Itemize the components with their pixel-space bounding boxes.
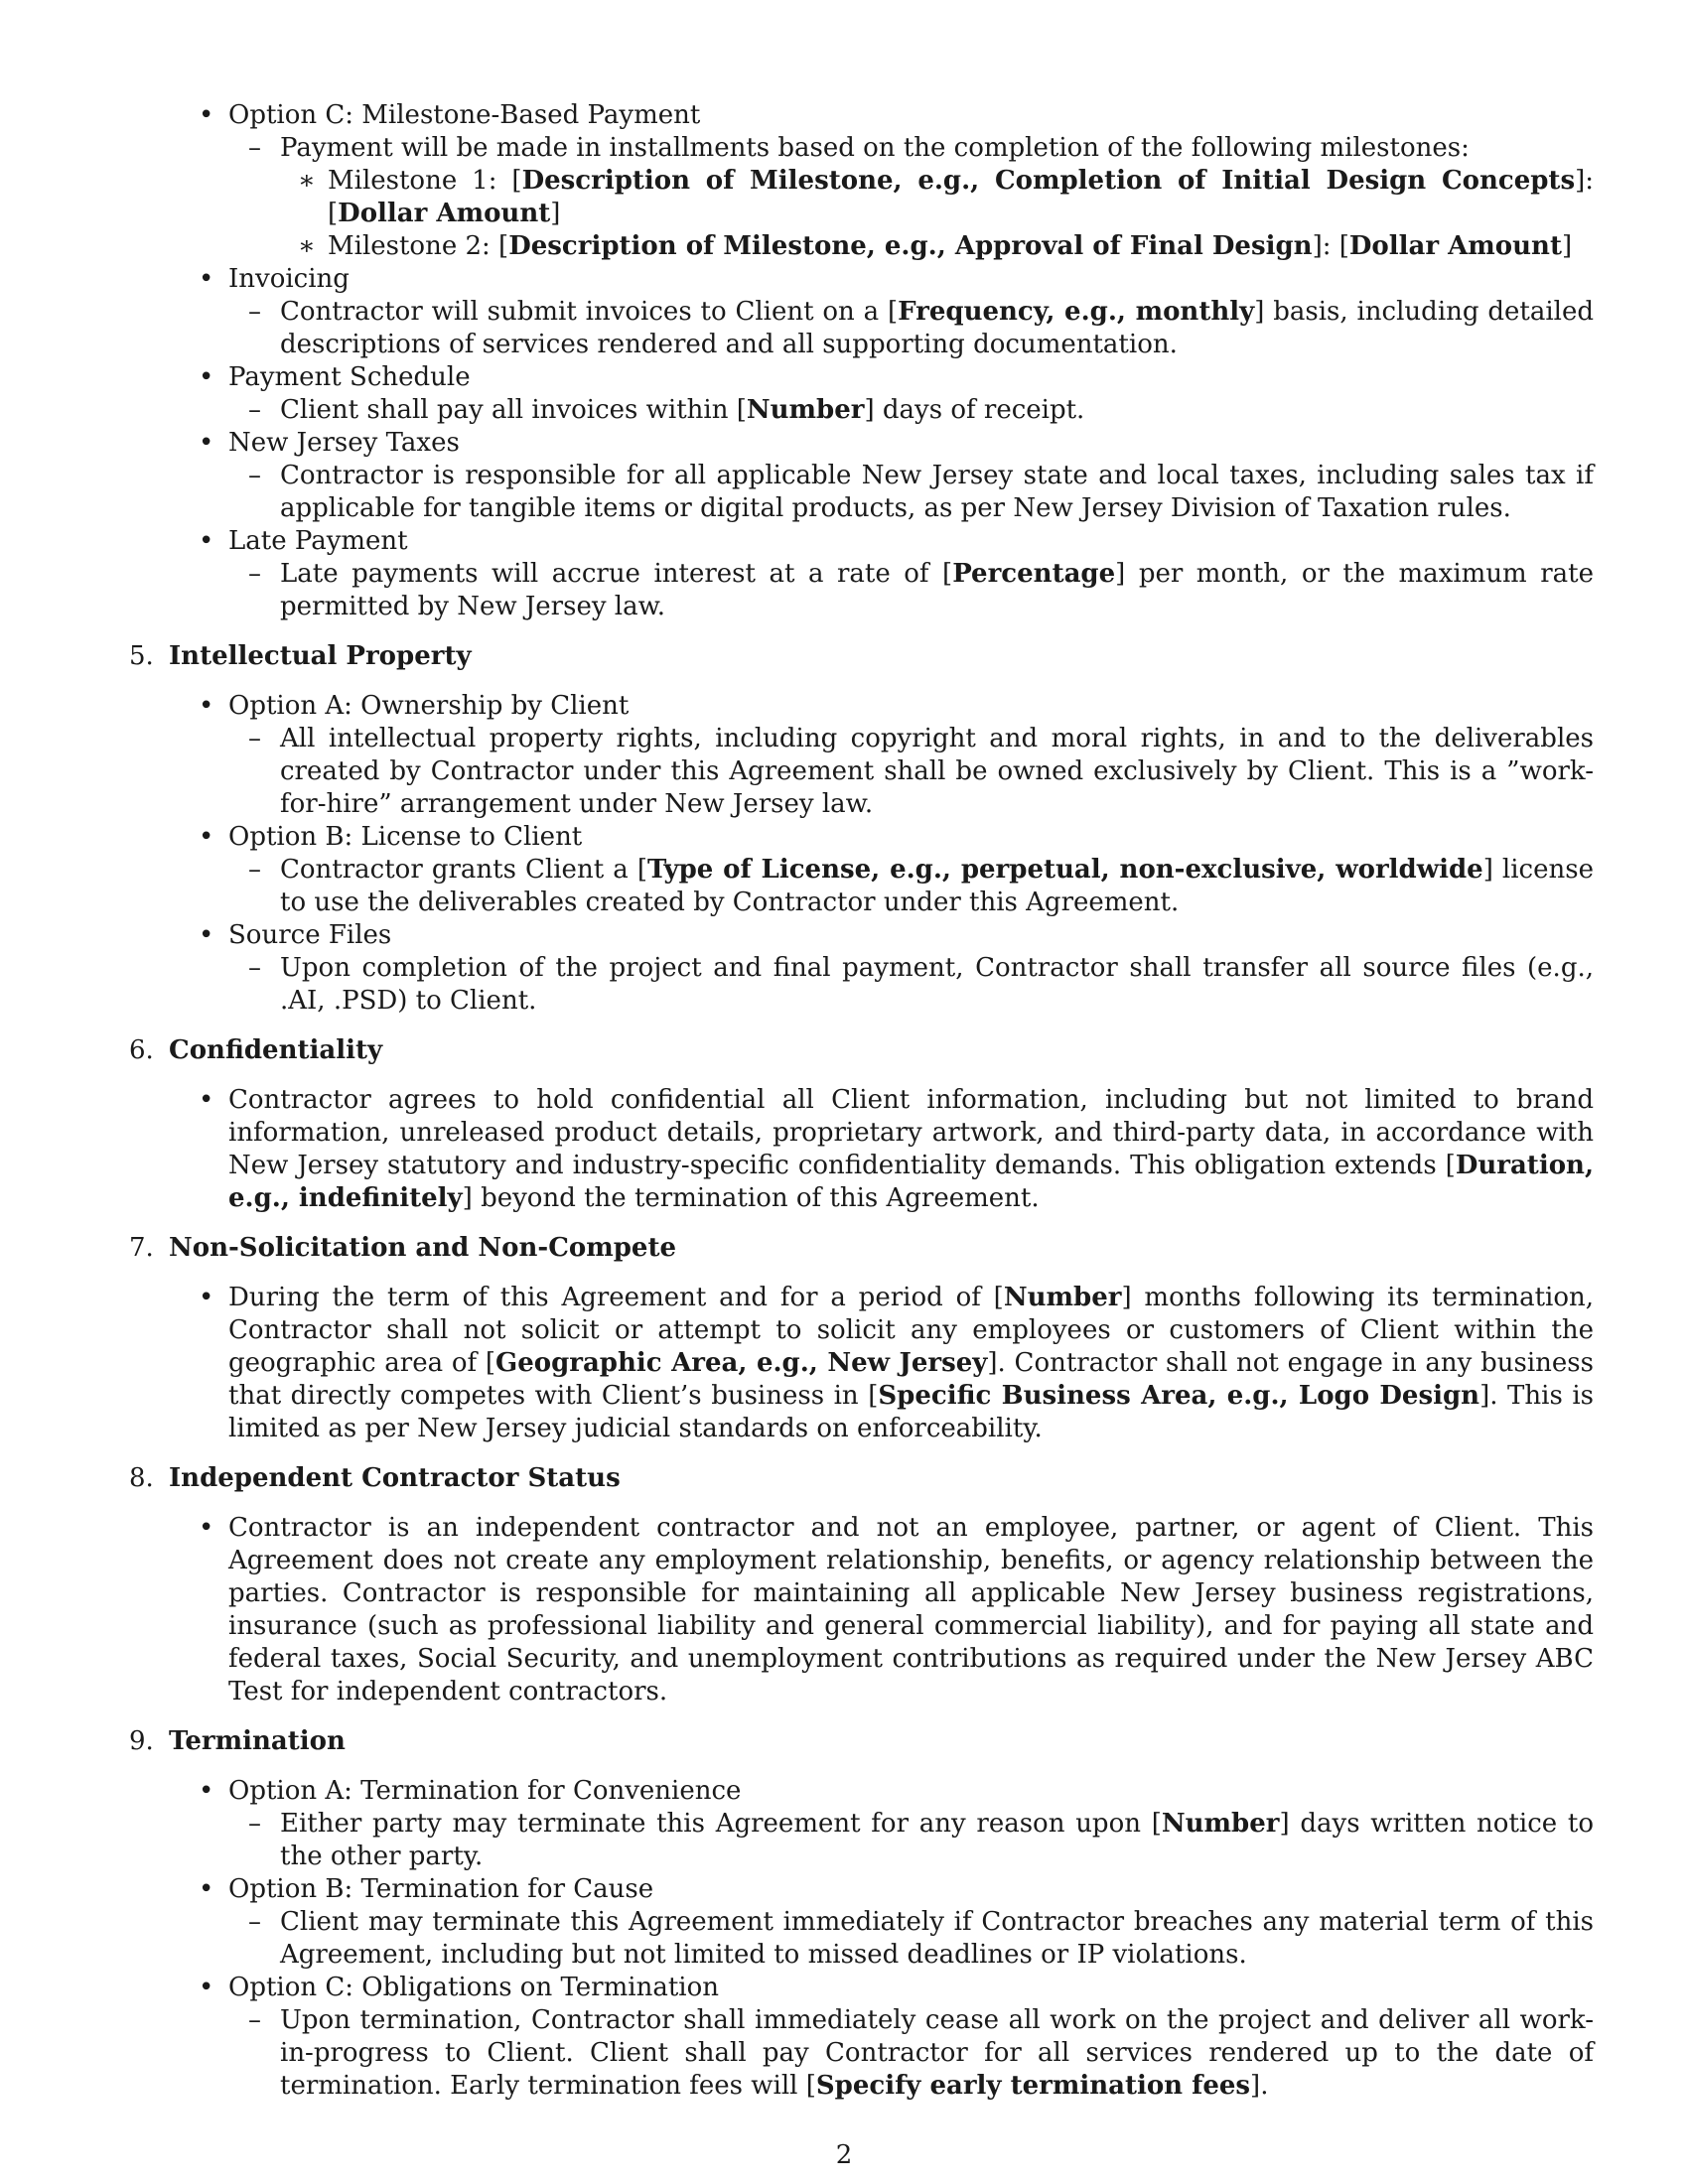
list-item: • New Jersey Taxes — [199, 428, 460, 458]
list-item: • Option A: Ownership by Client — [199, 691, 630, 721]
page-number: 2 — [835, 2140, 853, 2170]
dash-icon: – — [248, 461, 261, 490]
document-body — [129, 99, 1594, 2103]
bullet-icon: • — [199, 691, 214, 721]
bullet-icon: • — [199, 1973, 214, 2002]
bullet-icon: • — [199, 362, 214, 392]
list-item: – Payment will be made in installments based on the completion of the following milestones: — [248, 133, 1470, 163]
dash-icon: – — [248, 2005, 261, 2035]
dash-icon: – — [248, 559, 261, 589]
bullet-icon: • — [199, 100, 214, 130]
list-item: • During the term of this Agreement and for a period of [Number] months following its termination, Contractor shall not solicit or attempt to solicit any employees or customers of Client within the geographic area of [Geographic Area, e.g., New Jersey]. Contractor shall not engage in any business that directly competes with Client’s business in [Specific Business Area, e.g., Logo Design]. This is limited as per New Jersey judicial standards on enforceability. — [199, 1283, 1594, 1443]
list-item: – Contractor grants Client a [Type of License, e.g., perpetual, non-exclusive, worldwide] license to use the deliverables created by Contractor under this Agreement. — [248, 855, 1594, 917]
section-heading: 8. Independent Contractor Status — [129, 1463, 621, 1493]
bullet-icon: • — [199, 1085, 214, 1115]
bullet-icon: • — [199, 822, 214, 852]
list-item: • Option A: Termination for Convenience — [199, 1776, 742, 1806]
dash-icon: – — [248, 1907, 261, 1937]
list-item: – Upon completion of the project and final payment, Contractor shall transfer all source files (e.g., .AI, .PSD) to Client. — [248, 953, 1594, 1016]
list-item: • Late Payment — [199, 526, 408, 556]
list-item: • Payment Schedule — [199, 362, 471, 392]
dash-icon: – — [248, 133, 261, 163]
section-heading: 9. Termination — [129, 1726, 346, 1756]
bullet-icon: • — [199, 264, 214, 294]
list-item: – Either party may terminate this Agreement for any reason upon [Number] days written notice to the other party. — [248, 1809, 1594, 1871]
dash-icon: – — [248, 953, 261, 983]
dash-icon: – — [248, 395, 261, 425]
list-item: – Upon termination, Contractor shall immediately cease all work on the project and deliver all work-in-progress to Client. Client shall pay Contractor for all services rendered up to the date of termination. Early termination fees will [Specify early termination fees]. — [248, 2005, 1594, 2101]
dash-icon: – — [248, 855, 261, 885]
asterisk-icon: ∗ — [298, 231, 316, 261]
bullet-icon: • — [199, 1283, 214, 1312]
bullet-icon: • — [199, 526, 214, 556]
list-item: – Client shall pay all invoices within [Number] days of receipt. — [248, 395, 1085, 425]
dash-icon: – — [248, 724, 261, 753]
bullet-icon: • — [199, 1776, 214, 1806]
list-item: – Contractor is responsible for all applicable New Jersey state and local taxes, including sales tax if applicable for tangible items or digital products, as per New Jersey Division of Taxation rules. — [248, 461, 1594, 523]
list-item: • Contractor is an independent contractor and not an employee, partner, or agent of Client. This Agreement does not create any employment relationship, benefits, or agency relationship between the parties. Contractor is responsible for maintaining all applicable New Jersey business registrations, insurance (such as professional liability and general commercial liability), and for paying all state and federal taxes, Social Security, and unemployment contributions as required under the New Jersey ABC Test for independent contractors. — [199, 1513, 1594, 1706]
list-item: ∗ Milestone 2: [Description of Milestone, e.g., Approval of Final Design]: [Dollar Amount] — [298, 231, 1573, 261]
bullet-icon: • — [199, 1874, 214, 1904]
bullet-icon: • — [199, 920, 214, 950]
dash-icon: – — [248, 297, 261, 327]
bullet-icon: • — [199, 428, 214, 458]
list-item: ∗ Milestone 1: [Description of Milestone, e.g., Completion of Initial Design Concepts]: [Dollar Amount] — [298, 166, 1594, 228]
list-item: – Contractor will submit invoices to Client on a [Frequency, e.g., monthly] basis, including detailed descriptions of services rendered and all supporting documentation. — [248, 297, 1595, 359]
list-item: – Client may terminate this Agreement immediately if Contractor breaches any material term of this Agreement, including but not limited to missed deadlines or IP violations. — [248, 1907, 1594, 1970]
list-item: • Option C: Milestone-Based Payment — [199, 100, 701, 130]
list-item: • Option C: Obligations on Termination — [199, 1973, 719, 2002]
asterisk-icon: ∗ — [298, 166, 316, 196]
list-item: – All intellectual property rights, including copyright and moral rights, in and to the deliverables created by Contractor under this Agreement shall be owned exclusively by Client. This is a ”work-for-hire” arrangement under New Jersey law. — [248, 724, 1594, 819]
section-heading: 6. Confidentiality — [129, 1035, 383, 1065]
section-heading: 5. Intellectual Property — [129, 641, 472, 671]
section-heading: 7. Non-Solicitation and Non-Compete — [129, 1233, 677, 1263]
list-item: • Option B: License to Client — [199, 822, 583, 852]
list-item: • Option B: Termination for Cause — [199, 1874, 654, 1904]
list-item: • Contractor agrees to hold confidential all Client information, including but not limited to brand information, unreleased product details, proprietary artwork, and third-party data, in accordance with New Jersey statutory and industry-specific confidentiality demands. This obligation extends [Duration, e.g., indefinitely] beyond the termination of this Agreement. — [199, 1085, 1594, 1213]
list-item: – Late payments will accrue interest at a rate of [Percentage] per month, or the maximum rate permitted by New Jersey law. — [248, 559, 1594, 621]
list-item: • Source Files — [199, 920, 392, 950]
list-item: • Invoicing — [199, 264, 350, 294]
dash-icon: – — [248, 1809, 261, 1839]
bullet-icon: • — [199, 1513, 214, 1543]
